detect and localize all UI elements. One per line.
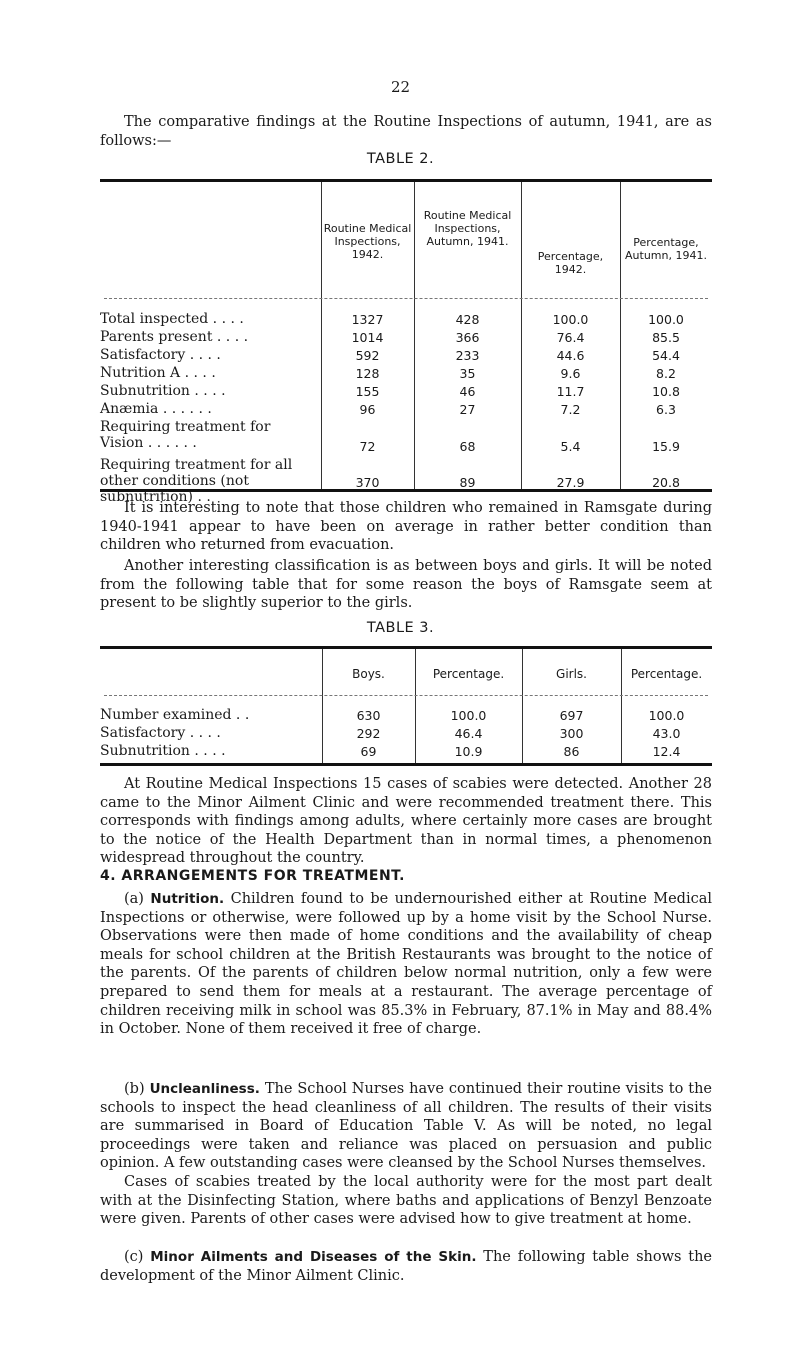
- table2-cell: 89: [459, 475, 476, 490]
- table3-cell: 69: [360, 744, 377, 759]
- subsection-uncleanliness: [100, 1080, 712, 1173]
- table3-row-label: Number examined . .: [100, 707, 250, 723]
- paragraph-evacuation: It is interesting to note that those children who remained in Ramsgate during 1940-1941 appear to have been on average in rather better condition than children who returned from evacuation.: [100, 500, 712, 554]
- table3-header: Percentage.: [432, 667, 505, 681]
- table2-cell: 27.9: [556, 475, 585, 490]
- table2-cell: 20.8: [652, 475, 680, 490]
- table2-header: Routine Medical Inspections, Autumn, 1941.: [423, 209, 512, 248]
- table2-row-label: Total inspected . . . .: [100, 311, 244, 327]
- subsection-text: The School Nurses have continued their routine visits to the schools to inspect the head cleanliness of all children. The results of their visits are summarised in Board of Education Table V. As will be noted, no legal proceedings were taken and reliance was placed on persuasion and public opinion. A few outstanding cases were cleansed by the School Nurses themselves.: [100, 1081, 712, 1172]
- table2-cell: 76.4: [556, 330, 585, 345]
- table3-row-label: Subnutrition . . . .: [100, 743, 226, 759]
- table2-cell: 9.6: [560, 366, 581, 381]
- table2-cell: 96: [359, 402, 376, 417]
- table2-cell: 85.5: [652, 330, 680, 345]
- intro-text: The comparative findings at the Routine Inspections of autumn, 1941, are as follows:—: [100, 114, 712, 149]
- table2-cell: 8.2: [656, 366, 676, 381]
- subsection-nutrition: [100, 890, 712, 1039]
- table2-cell: 72: [359, 439, 376, 454]
- table2-cell: 54.4: [652, 348, 680, 363]
- paragraph-scabies-treatment: Cases of scabies treated by the local authority were for the most part dealt with at the Disinfecting Station, where baths and applications of Benzyl Benzoate were given. Parents of other cases were advised how to give treatment at home.: [100, 1174, 712, 1228]
- table3-cell: 630: [356, 708, 381, 723]
- table2-cell: 366: [455, 330, 480, 345]
- table-2: [100, 179, 712, 505]
- table2-cell: 10.8: [652, 384, 680, 399]
- page-number: 22: [390, 78, 411, 96]
- table3-cell: 100.0: [648, 708, 685, 723]
- table2-cell: 428: [455, 312, 480, 327]
- table2-cell: 15.9: [652, 439, 680, 454]
- table3-cell: 697: [559, 708, 584, 723]
- subsection-label: (a): [124, 891, 144, 907]
- table3-cell: 86: [563, 744, 580, 759]
- table3-cell: 292: [356, 726, 381, 741]
- table2-caption: TABLE 2.: [366, 151, 435, 167]
- subsection-text: The following table shows the development of the Minor Ailment Clinic.: [100, 1249, 712, 1284]
- table2-row-label: Parents present . . . .: [100, 329, 249, 345]
- table3-cell: 10.9: [454, 744, 483, 759]
- subsection-text: Children found to be undernourished either at Routine Medical Inspections or otherwise, were followed up by a home visit by the School Nurse. Observations were then made of home conditions and the availability of cheap meals for school children at the British Restaurants was brought to the notice of the parents. Of the parents of children below normal nutrition, only a few were prepared to send them for meals at a restaurant. The average percentage of children receiving milk in school was 85.3% in February, 87.1% in May and 88.4% in October. None of them received it free of charge.: [100, 891, 712, 1038]
- table2-row-label: Satisfactory . . . .: [100, 347, 221, 363]
- subsection-title: Uncleanliness.: [149, 1081, 260, 1097]
- table2-cell: 100.0: [648, 312, 684, 327]
- table2-row-label: Nutrition A . . . .: [100, 365, 216, 381]
- table2-cell: 7.2: [560, 402, 581, 417]
- table3-cell: 300: [559, 726, 584, 741]
- table2-cell: 592: [355, 348, 380, 363]
- paragraph-scabies-detected: At Routine Medical Inspections 15 cases of scabies were detected. Another 28 came to the Minor Ailment Clinic and were recommended treatment there. This corresponds with findings among adults, where certainly more cases are brought to the notice of the Health Department than in normal times, a phenomenon widespread throughout the country.: [100, 776, 712, 867]
- table2-cell: 1327: [351, 312, 384, 327]
- table2-cell: 11.7: [556, 384, 585, 399]
- subsection-label: (b): [124, 1081, 145, 1097]
- table2-cell: 155: [355, 384, 380, 399]
- table2-cell: 233: [455, 348, 480, 363]
- table2-cell: 5.4: [560, 439, 581, 454]
- table3-header: Boys.: [352, 667, 385, 681]
- table2-cell: 44.6: [556, 348, 585, 363]
- table2-header: Percentage, 1942.: [537, 250, 604, 276]
- table3-row-label: Satisfactory . . . .: [100, 725, 221, 741]
- table3-caption: TABLE 3.: [366, 620, 435, 636]
- subsection-title: Nutrition.: [150, 891, 225, 907]
- subsection-minor-ailments: [100, 1248, 712, 1285]
- table2-header: Percentage, Autumn, 1941.: [625, 236, 707, 262]
- table2-header: Routine Medical Inspections, 1942.: [323, 222, 412, 261]
- table3-header: Girls.: [556, 667, 587, 681]
- table2-row-label: Anæmia . . . . . .: [100, 401, 212, 417]
- table3-cell: 43.0: [652, 726, 681, 741]
- table2-cell: 6.3: [656, 402, 676, 417]
- table3-cell: 100.0: [450, 708, 487, 723]
- table2-cell: 27: [459, 402, 476, 417]
- table3-cell: 12.4: [652, 744, 681, 759]
- table2-cell: 35: [459, 366, 476, 381]
- subsection-label: (c): [124, 1249, 144, 1265]
- paragraph-boys-girls: Another interesting classification is as between boys and girls. It will be noted from the following table that for some reason the boys of Ramsgate seem at present to be slightly superior to the girls.: [100, 558, 712, 612]
- table2-cell: 370: [355, 475, 380, 490]
- table2-row-label: Requiring treatment for all other conditions (not subnutrition) . .: [100, 457, 293, 505]
- subsection-title: Minor Ailments and Diseases of the Skin.: [150, 1249, 477, 1265]
- table2-row-label: Subnutrition . . . .: [100, 383, 226, 399]
- table2-cell: 46: [459, 384, 476, 399]
- table2-cell: 128: [355, 366, 380, 381]
- table2-cell: 100.0: [552, 312, 589, 327]
- table2-cell: 68: [459, 439, 476, 454]
- table2-row-label: Requiring treatment for Vision . . . . . .: [100, 419, 271, 451]
- section-heading: 4. ARRANGEMENTS FOR TREATMENT.: [100, 868, 405, 884]
- table3-header: Percentage.: [630, 667, 703, 681]
- table2-cell: 1014: [351, 330, 384, 345]
- table-3: [100, 646, 712, 766]
- table3-cell: 46.4: [454, 726, 483, 741]
